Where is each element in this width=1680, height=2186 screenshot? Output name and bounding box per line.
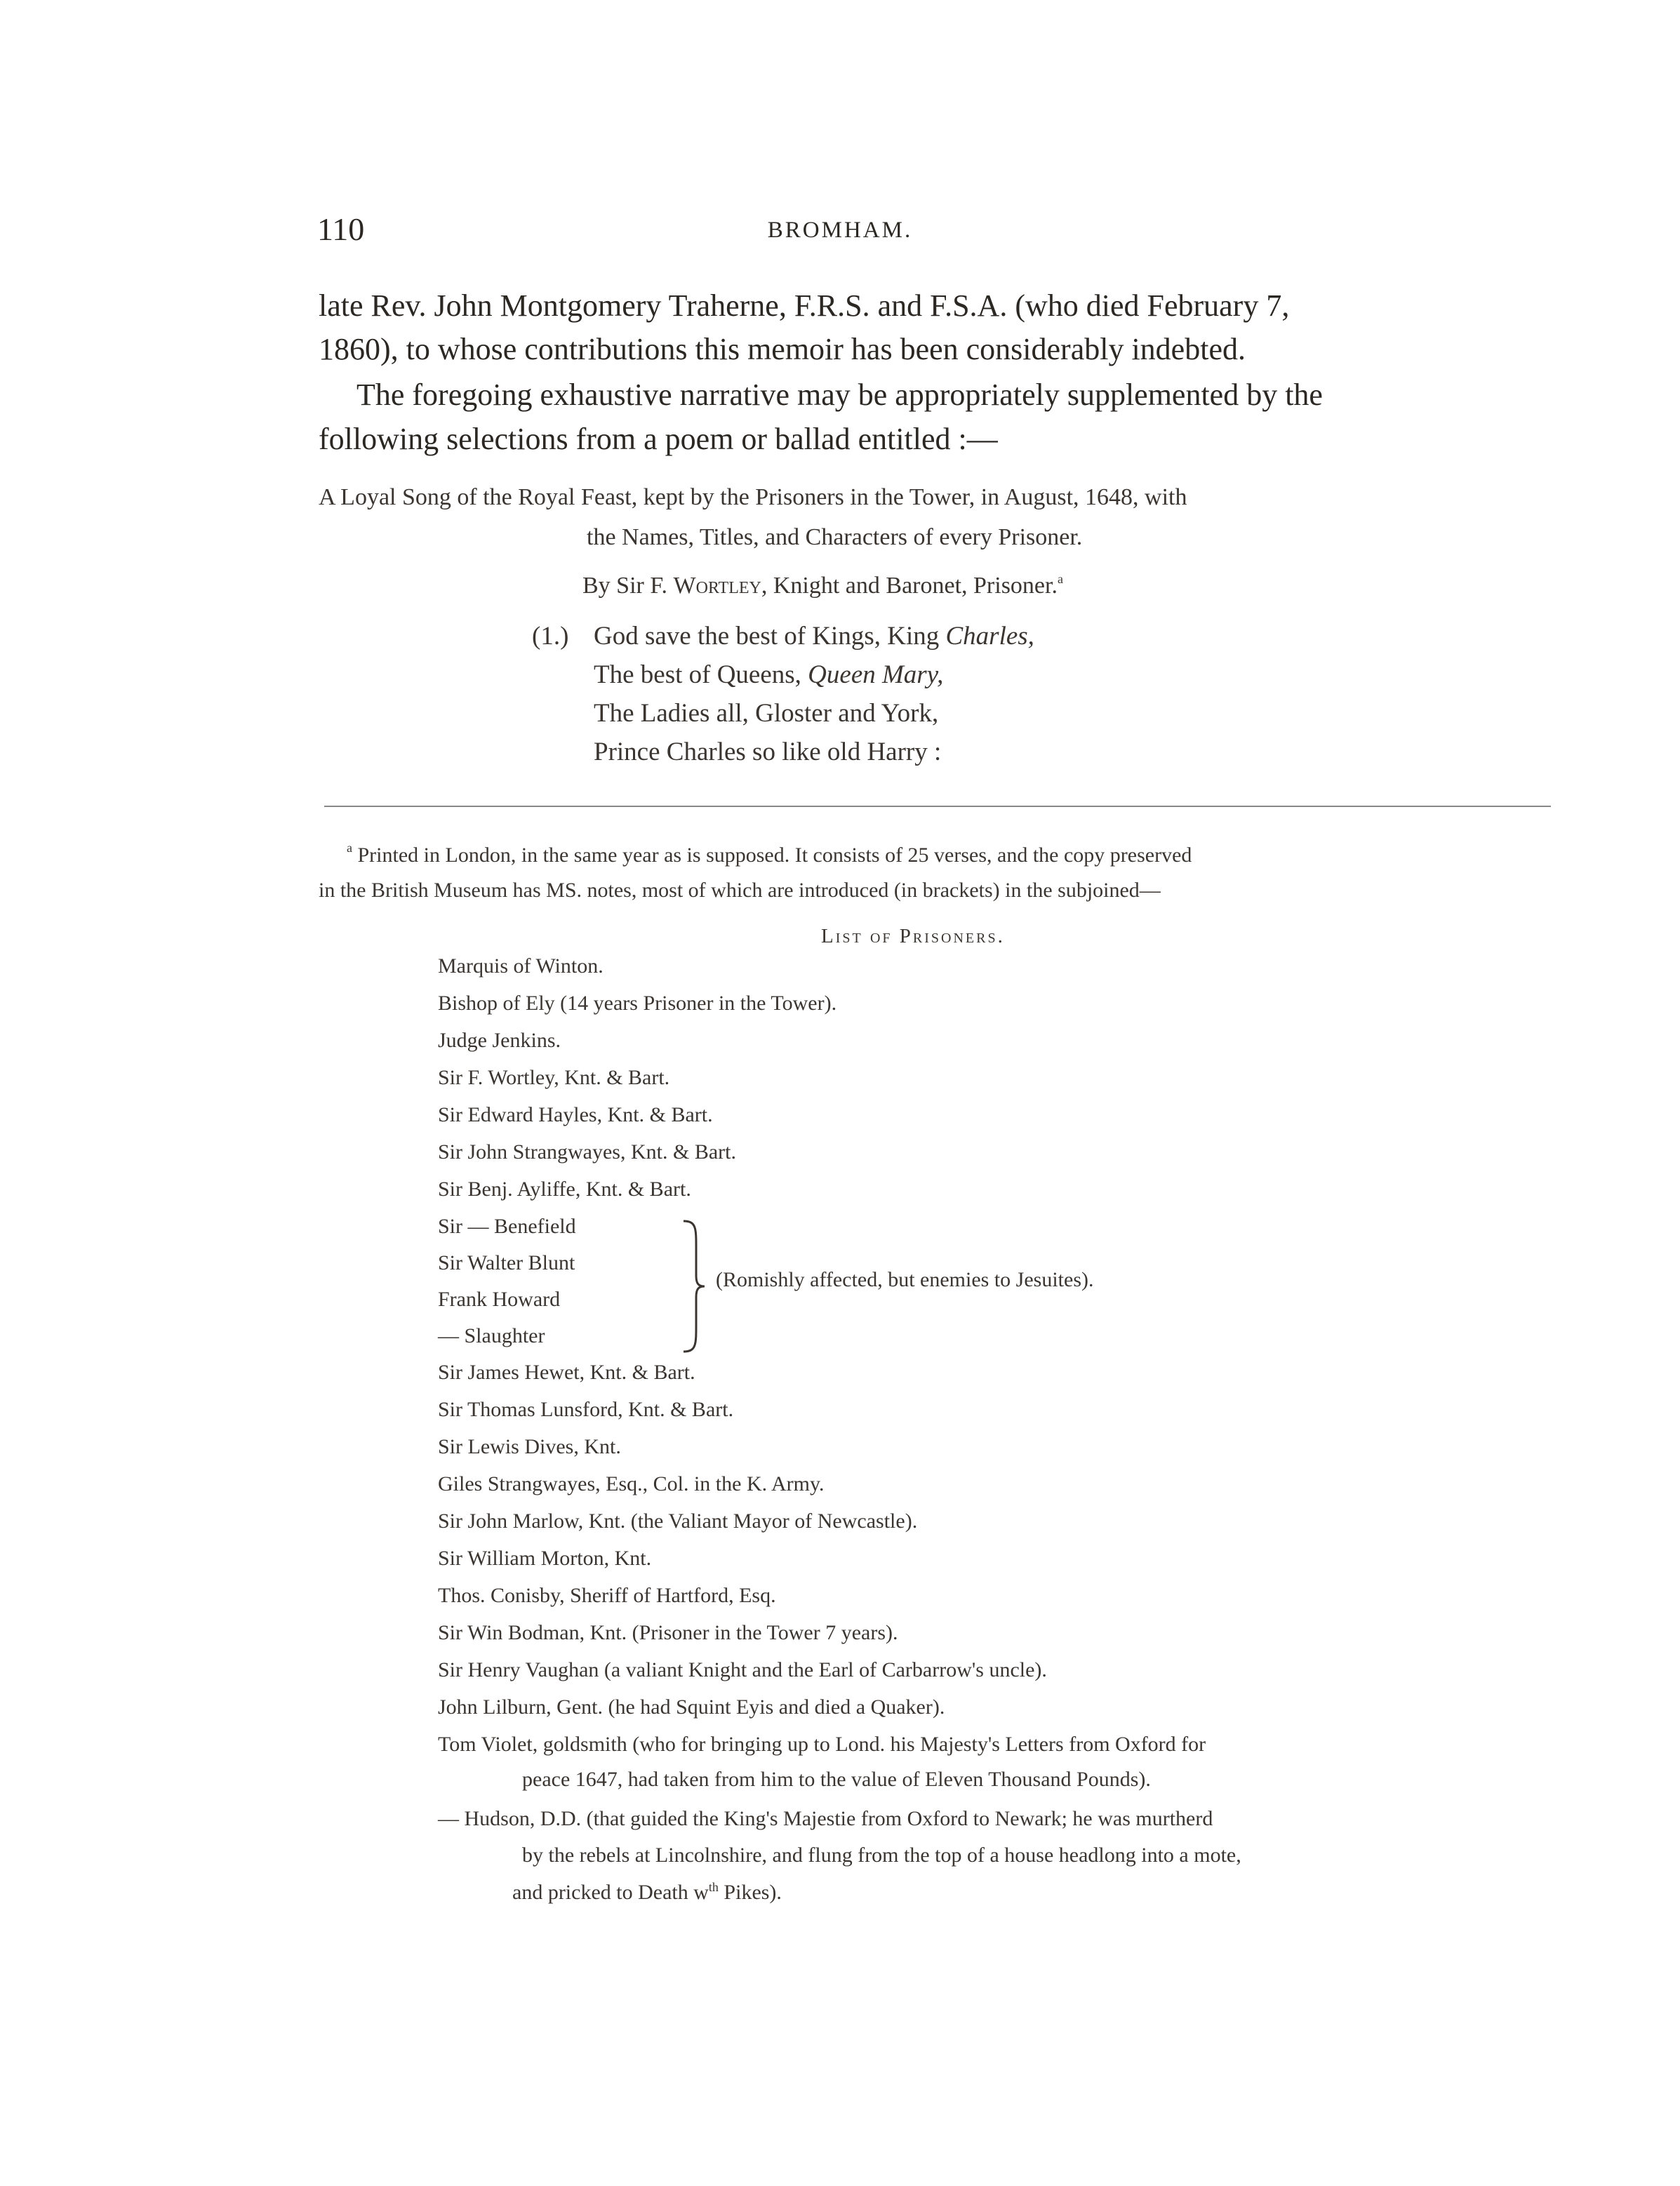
byline-prefix: By Sir F.: [582, 573, 674, 599]
prisoner-entry: Thos. Conisby, Sheriff of Hartford, Esq.: [438, 1584, 776, 1607]
body-line: following selections from a poem or ballad entitled :—: [319, 422, 998, 456]
prisoner-entry-continued: [512, 1880, 782, 1905]
page-number: 110: [317, 211, 365, 247]
verse-number: (1.): [532, 622, 569, 651]
bracketed-prisoner: — Slaughter: [438, 1324, 545, 1347]
verse-line: Prince Charles so like old Harry :: [594, 738, 942, 766]
byline-suffix: , Knight and Baronet, Prisoner.: [761, 573, 1058, 599]
prisoner-entry: Sir Thomas Lunsford, Knt. & Bart.: [438, 1398, 734, 1421]
verse-line: [594, 621, 1034, 651]
footnote-mark: a: [1057, 572, 1063, 586]
verse-text: God save the best of Kings, King: [594, 622, 946, 651]
entry-text: and pricked to Death w: [512, 1881, 709, 1904]
footnote-line: [347, 841, 1192, 867]
bracketed-prisoner: Frank Howard: [438, 1288, 561, 1311]
prisoner-entry: Sir John Strangwayes, Knt. & Bart.: [438, 1140, 736, 1164]
running-title: BROMHAM.: [767, 218, 913, 243]
prisoner-entry: Sir James Hewet, Knt. & Bart.: [438, 1361, 695, 1384]
prisoner-entry-continued: by the rebels at Lincolnshire, and flung from the top of a house headlong into a mote,: [522, 1844, 1241, 1867]
bracketed-prisoner: Sir Walter Blunt: [438, 1251, 575, 1274]
prisoner-entry: Sir John Marlow, Knt. (the Valiant Mayor of Newcastle).: [438, 1509, 918, 1533]
byline: [582, 572, 1063, 599]
verse-italic: Charles,: [945, 622, 1034, 651]
prisoner-entry: — Hudson, D.D. (that guided the King's Majestie from Oxford to Newark; he was murtherd: [438, 1807, 1213, 1830]
prisoner-entry: Bishop of Ely (14 years Prisoner in the Tower).: [438, 992, 837, 1015]
prisoner-entry: Tom Violet, goldsmith (who for bringing up to Lond. his Majesty's Letters from Oxford for: [438, 1733, 1206, 1756]
song-title-continued: the Names, Titles, and Characters of every Prisoner.: [587, 524, 1083, 550]
prisoner-entry: Giles Strangwayes, Esq., Col. in the K. Army.: [438, 1472, 825, 1495]
verse-italic: Queen Mary,: [808, 660, 944, 689]
prisoner-entry: Sir Lewis Dives, Knt.: [438, 1435, 621, 1458]
song-title: A Loyal Song of the Royal Feast, kept by the Prisoners in the Tower, in August, 1648, with: [319, 484, 1187, 510]
prisoner-entry: Judge Jenkins.: [438, 1029, 561, 1052]
right-brace: [681, 1220, 709, 1353]
prisoner-entry: Sir Benj. Ayliffe, Knt. & Bart.: [438, 1178, 691, 1201]
body-line: The foregoing exhaustive narrative may be appropriately supplemented by the: [356, 378, 1323, 412]
footnote-rule: [324, 806, 1551, 807]
prisoner-entry: John Lilburn, Gent. (he had Squint Eyis and died a Quaker).: [438, 1695, 945, 1719]
footnote-text: Printed in London, in the same year as is supposed. It consists of 25 verses, and the copy preserved: [357, 844, 1192, 867]
body-line: 1860), to whose contributions this memoir has been considerably indebted.: [319, 332, 1246, 366]
verse-line: [594, 660, 943, 690]
prisoner-entry: Sir Henry Vaughan (a valiant Knight and the Earl of Carbarrow's uncle).: [438, 1658, 1047, 1681]
prisoner-entry: Sir Win Bodman, Knt. (Prisoner in the Tower 7 years).: [438, 1621, 898, 1644]
prisoner-entry-continued: peace 1647, had taken from him to the value of Eleven Thousand Pounds).: [522, 1768, 1151, 1791]
bracket-note: (Romishly affected, but enemies to Jesuites).: [716, 1268, 1094, 1291]
author-name: Wortley: [673, 573, 761, 599]
list-heading: List of Prisoners.: [821, 925, 1005, 947]
entry-text: Pikes).: [718, 1881, 782, 1904]
verse-line: The Ladies all, Gloster and York,: [594, 699, 939, 728]
bracketed-prisoner: Sir — Benefield: [438, 1215, 576, 1238]
body-line: late Rev. John Montgomery Traherne, F.R.S. and F.S.A. (who died February 7,: [319, 288, 1290, 323]
prisoner-entry: Sir Edward Hayles, Knt. & Bart.: [438, 1103, 713, 1126]
footnote-line: in the British Museum has MS. notes, most of which are introduced (in brackets) in the subjoined—: [319, 879, 1161, 902]
prisoner-entry: Sir William Morton, Knt.: [438, 1547, 652, 1570]
prisoner-entry: Sir F. Wortley, Knt. & Bart.: [438, 1066, 670, 1089]
prisoner-entry: Marquis of Winton.: [438, 954, 604, 978]
superscript: th: [708, 1880, 719, 1894]
footnote-mark: a: [347, 841, 352, 855]
verse-text: The best of Queens,: [594, 660, 808, 689]
